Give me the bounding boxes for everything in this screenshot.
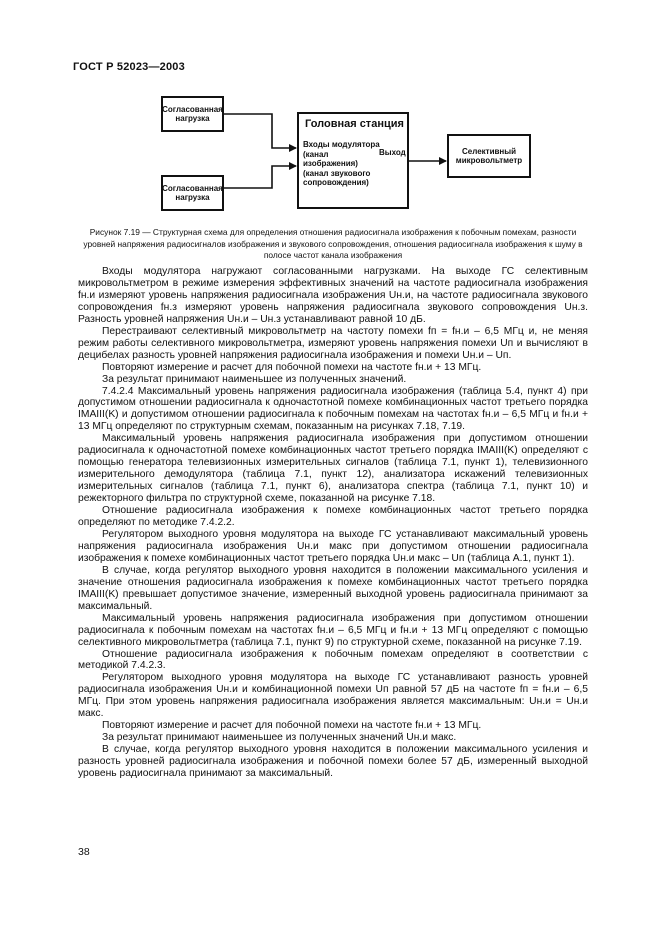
document-header: ГОСТ Р 52023—2003 (73, 61, 185, 73)
head-station-block (297, 112, 409, 209)
body-text (78, 266, 588, 780)
paragraph: Регулятором выходного уровня модулятора на выходе ГС устанавливают максимальный уровень напряжения радиосигнала изображения Uн.и макс при допустимом отношении радиосигнала изображения к помехе комбинационных частот третьего порядка Uн.и макс – Uп (таблица А.1, пункт 1). (78, 528, 588, 564)
output-label: Выход (379, 148, 406, 157)
connector-top-load (224, 114, 296, 148)
matched-load-top-label: Согласованная нагрузка (162, 105, 223, 123)
paragraph: В случае, когда регулятор выходного уровня находится в положении максимального усиления и значение отношения радиосигнала изображения к помехе комбинационных частот третьего порядка IMAIII(K) превышает допустимое значение, измеренный выходной уровень радиосигнала принимают за максимальный. (78, 564, 588, 612)
paragraph: Повторяют измерение и расчет для побочной помехи на частоте fн.и + 13 МГц. (102, 720, 482, 732)
paragraph: Отношение радиосигнала изображения к побочным помехам определяют в соответствии с методикой 7.4.2.3. (78, 648, 588, 672)
paragraph: 7.4.2.4 Максимальный уровень напряжения радиосигнала изображения (таблица 5.4, пункт 4) при допустимом отношении радиосигнала к одночастотной помехе комбинационных частот третьего порядка IMAIII(K) и допустимом отношении радиосигнала к побочным помехам на частотах fн.и – 6,5 МГц и fн.и + 13 МГц определяют по структурным схемам, показанным на рисунках 7.18, 7.19. (78, 385, 588, 433)
selective-microvoltmeter-label: Селективный микровольтметр (455, 147, 523, 165)
paragraph: Отношение радиосигнала изображения к помехе комбинационных частот третьего порядка определяют по методике 7.4.2.2. (78, 505, 588, 529)
modulator-inputs-label: Входы модулятора (канал изображения) (канал звукового сопровождения) (303, 140, 380, 187)
paragraph: Максимальный уровень напряжения радиосигнала изображения при допустимом отношении радиосигнала к побочным помехам на частотах fн.и – 6,5 МГц и fн.и + 13 МГц определяют с помощью селективного микровольтметра (таблица 7.1, пункт 9) по структурной схеме, показанной на рисунке 7.19. (78, 612, 588, 648)
page-number: 38 (78, 846, 90, 858)
connector-bottom-load (224, 166, 296, 188)
paragraph: За результат принимают наименьшее из полученных значений. (102, 373, 407, 385)
selective-microvoltmeter (447, 134, 531, 178)
matched-load-bottom-label: Согласованная нагрузка (162, 184, 223, 202)
head-station-title: Головная станция (305, 118, 404, 130)
paragraph: Перестраивают селективный микровольтметр на частоту помехи fп = fн.и – 6,5 МГц и, не меняя режим работы селективного микровольтметра, измеряют уровень напряжения помехи Uп и вычисляют в децибелах разность уровней напряжения радиосигнала изображения и помехи Uн.и – Uп. (78, 325, 588, 361)
paragraph: Входы модулятора нагружают согласованными нагрузками. На выходе ГС селективным микровольтметром в режиме измерения эффективных значений на частоте радиосигнала изображения fн.и измеряют уровень напряжения радиосигнала изображения Uн.и, на частоте радиосигнала звукового сопровождения fн.з измеряют уровень напряжения радиосигнала звукового сопровождения Uн.з. Разность уровней напряжения Uн.и – Uн.з устанавливают равной 10 дБ. (78, 266, 588, 325)
paragraph: За результат принимают наименьшее из полученных значений Uн.и макс. (102, 732, 457, 744)
paragraph: Максимальный уровень напряжения радиосигнала изображения при допустимом отношении радиосигнала к одночастотной помехе комбинационных частот третьего порядка IMAIII(K) определяют с помощью генератора телевизионных измерительных сигналов (таблица 7.1, пункт 1), телевизионного измерительного демодулятора (таблица 7.1, пункт 12), анализатора искажений телевизионных измерительных сигналов (таблица 7.1, пункт 6), анализатора спектра (таблица 7.1, пункт 10) и режекторного фильтра по структурной схеме, показанной на рисунке 7.18. (78, 433, 588, 505)
paragraph: Регулятором выходного уровня модулятора на выходе ГС устанавливают разность уровней радиосигнала изображения Uн.и и комбинационной помехи Uп равной 57 дБ на частоте fп = fн.и – 6,5 МГц. При этом уровень напряжения радиосигнала изображения является максимальным: Uн.и = Uн.и макс. (78, 672, 588, 720)
matched-load-bottom (161, 175, 224, 211)
paragraph: В случае, когда регулятор выходного уровня находится в положении максимального усиления и разность уровней радиосигнала изображения и побочной помехи более 57 дБ, измеренный выходной уровень радиосигнала принимают за максимальный. (78, 744, 588, 780)
figure-caption: Рисунок 7.19 — Структурная схема для определения отношения радиосигнала изображения к побочным помехам, разности уровней напряжения радиосигналов изображения и звукового сопровождения, отношения радиосигнала изображения к шуму в полосе частот канала изображения (83, 227, 583, 260)
matched-load-top (161, 96, 224, 132)
paragraph: Повторяют измерение и расчет для побочной помехи на частоте fн.и + 13 МГц. (102, 361, 482, 373)
